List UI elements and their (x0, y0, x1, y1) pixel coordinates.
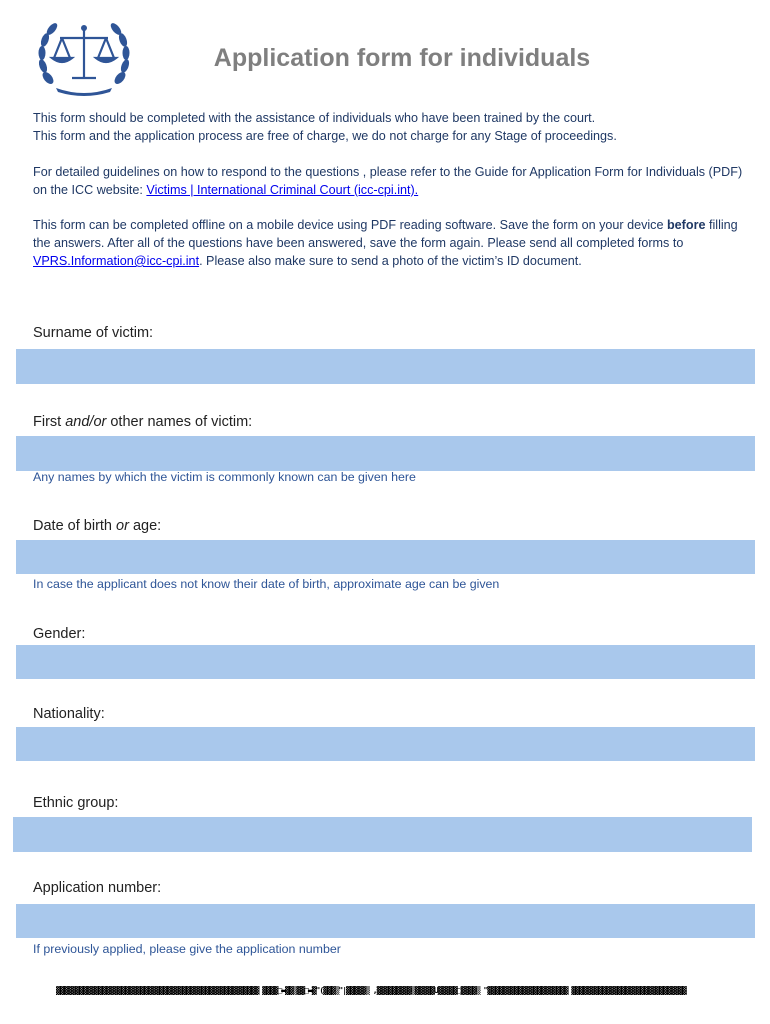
footer-text: ▓▓▓▓▓▓▓▓▓▓▓▓▓▓▓▓▓▓▓▓▓▓▓▓▓▓▓▓▓▓▓▓▓▓▓▓▓▓▓▓▓▓▓▓▓▓▓▓▓▓▓▓▓ ▓▓▓▓□▬▓▓▒▓▓□▬▓"(▓▓▓▒"|▓▓▓▓▓▒ ,▓▓▓▓▓▓▓▓▓▒▓▓▓▓▓U▓▓▓▓▓□▓▓▓▓▒ "▓▓▓▓▓▓▓▓▓▓▓▓▓▓▓▓▓▓▓▓▓ ▓▓▓▓▓▓▓▓▓▓▓▓▓▓▓▓▓▓▓▓▓▓▓▓▓▓▓▓▓▓ (56, 986, 686, 995)
email-link[interactable]: VPRS.Information@icc-cpi.int (33, 254, 200, 268)
label-part: First (33, 414, 66, 430)
first-names-label (33, 414, 252, 430)
application-number-hint: If previously applied, please give the application number (33, 942, 341, 956)
offline-text-3: . Please also make sure to send a photo of the victim’s ID document. (199, 254, 582, 268)
application-number-label: Application number: (33, 880, 162, 896)
intro-line: This form and the application process are free of charge, we do not charge for any Stage of proceedings. (33, 129, 617, 143)
intro-paragraph-2 (33, 163, 748, 199)
gender-input[interactable] (16, 645, 755, 679)
guideline-text: For detailed guidelines on how to respond to the questions , please refer to the Guide for Application Form for Individuals (PDF) on the ICC website: (33, 165, 743, 197)
nationality-input[interactable] (16, 727, 755, 761)
surname-label: Surname of victim: (33, 325, 154, 341)
ethnic-group-input[interactable] (13, 817, 752, 852)
intro-line: This form should be completed with the assistance of individuals who have been trained by the court. (33, 111, 596, 125)
intro-paragraph-1 (33, 109, 748, 145)
offline-text-2: filling the answers. After all of the questions have been answered, save the form again. Please send all completed forms to (33, 218, 738, 250)
offline-text: This form can be completed offline on a mobile device using PDF reading software. Save the form on your device (33, 218, 667, 232)
page-title: Application form for individuals (213, 44, 591, 72)
dob-label (33, 518, 161, 534)
label-part: age: (128, 518, 162, 534)
first-names-hint: Any names by which the victim is commonly known can be given here (33, 470, 416, 484)
ethnic-group-label: Ethnic group: (33, 795, 119, 811)
before-emphasis: before (666, 218, 706, 232)
dob-hint: In case the applicant does not know their date of birth, approximate age can be given (33, 577, 500, 591)
label-italic: and/or (65, 414, 107, 430)
nationality-label: Nationality: (33, 706, 105, 722)
label-italic: or (116, 518, 129, 534)
intro-paragraph-3 (33, 216, 748, 270)
label-part: other names of victim: (106, 414, 253, 430)
dob-input[interactable] (16, 540, 755, 574)
surname-input[interactable] (16, 349, 755, 384)
label-part: Date of birth (33, 518, 117, 534)
application-number-input[interactable] (16, 904, 755, 938)
first-names-input[interactable] (16, 436, 755, 471)
gender-label: Gender: (33, 626, 86, 642)
icc-website-link[interactable]: Victims | International Criminal Court (icc-cpi.int). (146, 183, 419, 197)
